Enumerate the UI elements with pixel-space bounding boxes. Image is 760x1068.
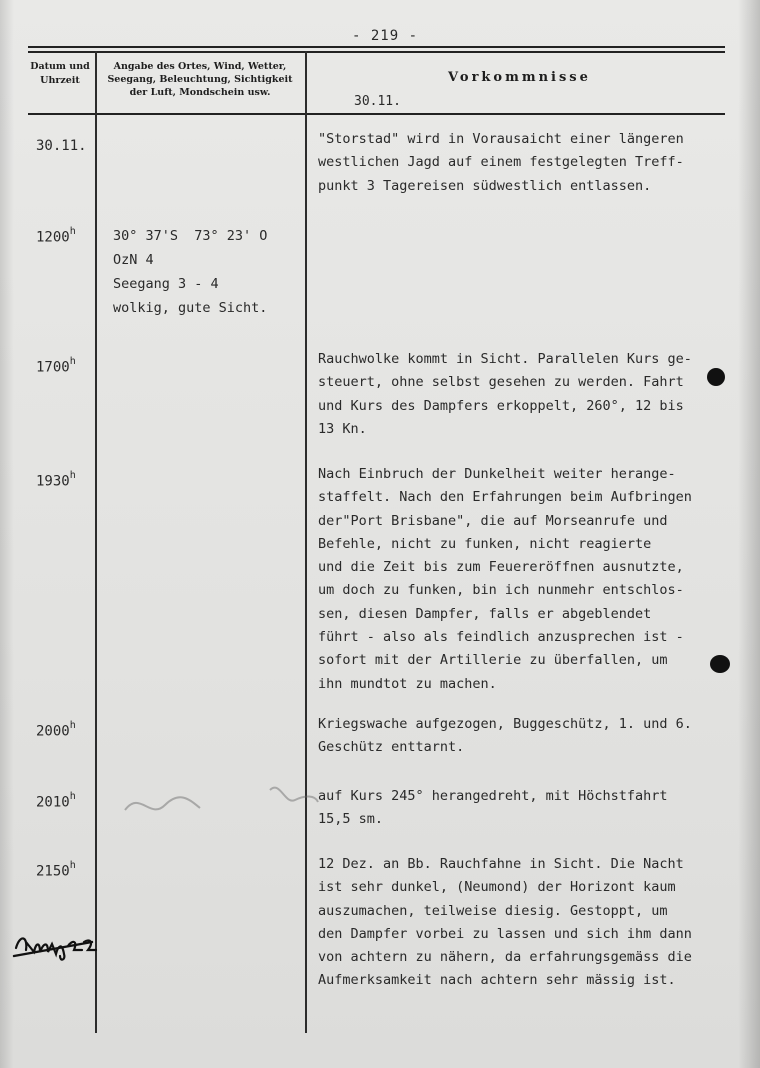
page-edge-shadow-left: [0, 0, 14, 1068]
row-time: 1700$^h$: [36, 356, 76, 376]
header-events-date: 30.11.: [354, 94, 401, 109]
header-events: Vorkommnisse: [448, 70, 591, 85]
row-time: 2150$^h$: [36, 860, 76, 880]
row-location-weather: 30° 37'S 73° 23' O OzN 4 Seegang 3 - 4 wolkig, gute Sicht.: [113, 228, 268, 316]
top-rule: [28, 46, 725, 48]
row-time: 1930$^h$: [36, 470, 76, 490]
handwritten-margin-note-icon: [10, 912, 100, 962]
row-entry: 12 Dez. an Bb. Rauchfahne in Sicht. Die Nacht ist sehr dunkel, (Neumond) der Horizont kaum auszumachen, teilweise diesig. Gestoppt, um den Dampfer vorbei zu lassen und sich ihm dann von achtern zu nähern, da erfahrungsgemäss die Aufmerksamkeit nach achtern sehr mässig ist.: [318, 856, 692, 989]
row-time: 2010$^h$: [36, 791, 76, 811]
row-time: 1200$^h$: [36, 226, 76, 246]
row-time: 30.11.: [36, 138, 87, 154]
row-entry: "Storstad" wird in Vorausaicht einer längeren westlichen Jagd auf einem festgelegten Treff- punkt 3 Tagereisen südwestlich entlassen.: [318, 131, 684, 194]
column-divider-2: [305, 51, 307, 1033]
header-top-rule: [28, 51, 725, 53]
page-number: - 219 -: [352, 28, 419, 44]
row-entry: Kriegswache aufgezogen, Buggeschütz, 1. und 6. Geschütz enttarnt.: [318, 716, 692, 756]
ink-blot: [710, 655, 730, 673]
row-entry: Rauchwolke kommt in Sicht. Parallelen Kurs ge- steuert, ohne selbst gesehen zu werden. Fahrt und Kurs des Dampfers erkoppelt, 260°, 12 bis 13 Kn.: [318, 351, 692, 437]
header-location-weather: Angabe des Ortes, Wind, Wetter, Seegang, Beleuchtung, Sichtigkeit der Luft, Mondschein usw.: [107, 61, 293, 98]
ink-blot: [707, 368, 725, 386]
row-entry: Nach Einbruch der Dunkelheit weiter herange- staffelt. Nach den Erfahrungen beim Aufbringen der"Port Brisbane", die auf Morseanrufe und Befehle, nicht zu funken, nicht reagierte und die Zeit bis zum Feuereröffnen ausnutzte, um doch zu funken, bin ich nunmehr entschlos- sen, diesen Dampfer, falls er abgeblendet führt - also als feindlich anzusprechen ist - sofort mit der Artillerie zu überfallen, um ihn mundtot zu machen.: [318, 466, 692, 692]
pencil-scribble-icon: [120, 770, 320, 830]
row-time: 2000$^h$: [36, 720, 76, 740]
header-bottom-rule: [28, 113, 725, 115]
row-entry: auf Kurs 245° herangedreht, mit Höchstfahrt 15,5 sm.: [318, 788, 668, 828]
header-date-time: Datum und Uhrzeit: [30, 61, 90, 86]
column-divider-1: [95, 51, 97, 1033]
